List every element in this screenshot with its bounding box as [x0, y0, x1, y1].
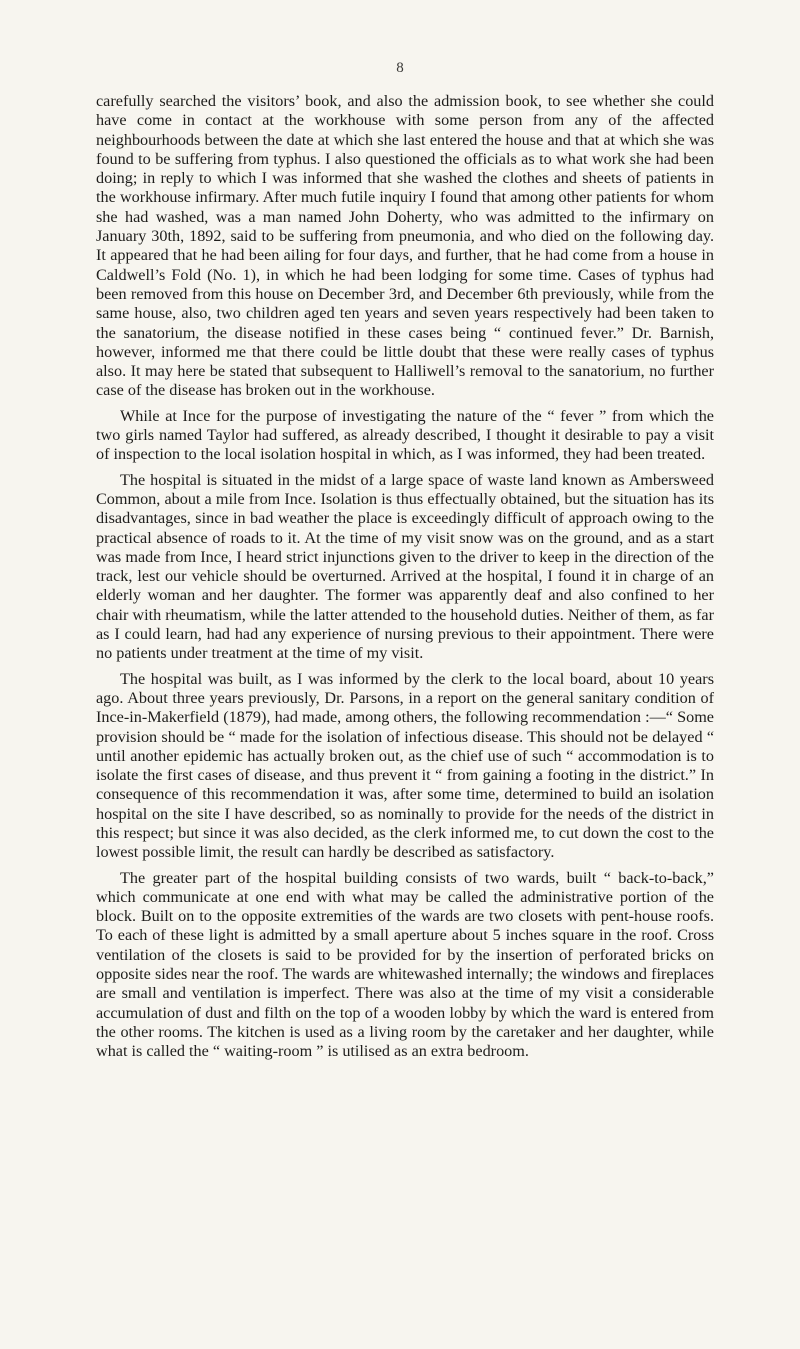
- body-text: [96, 92, 714, 1062]
- paragraph-5: The greater part of the hospital building consists of two wards, built “ back-to-back,” which communicate at one end with what may be called the administrative portion of the block. Built on to the opposite extremities of the wards are two closets with pent-house roofs. To each of these light is admitted by a small aperture about 5 inches square in the roof. Cross ventilation of the closets is said to be provided for by the insertion of perforated bricks on opposite sides near the roof. The wards are whitewashed internally; the windows and fireplaces are small and ventilation is imperfect. There was also at the time of my visit a considerable accumulation of dust and filth on the top of a wooden lobby by which the ward is entered from the other rooms. The kitchen is used as a living room by the caretaker and her daughter, while what is called the “ waiting-room ” is utilised as an extra bedroom.: [96, 868, 714, 1061]
- paragraph-2: While at Ince for the purpose of investigating the nature of the “ fever ” from which the two girls named Taylor had suffered, as already described, I thought it desirable to pay a visit of inspection to the local isolation hospital in which, as I was informed, they had been treated.: [96, 406, 714, 464]
- paragraph-4: The hospital was built, as I was informed by the clerk to the local board, about 10 years ago. About three years previously, Dr. Parsons, in a report on the general sanitary condition of Ince-in-Makerfield (1879), had made, among others, the following recommendation :—“ Some provision should be “ made for the isolation of infectious disease. This should not be delayed “ until another epidemic has actually broken out, as the chief use of such “ accommodation is to isolate the first cases of disease, and thus prevent it “ from gaining a footing in the district.” In consequence of this recommendation it was, after some time, determined to build an isolation hospital on the site I have described, so as nominally to provide for the needs of the district in this respect; but since it was also decided, as the clerk informed me, to cut down the cost to the lowest possible limit, the result can hardly be described as satisfactory.: [96, 669, 714, 862]
- paragraph-3: The hospital is situated in the midst of a large space of waste land known as Ambersweed Common, about a mile from Ince. Isolation is thus effectually obtained, but the situation has its disadvantages, since in bad weather the place is exceedingly difficult of approach owing to the practical absence of roads to it. At the time of my visit snow was on the ground, and as a start was made from Ince, I heard strict injunctions given to the driver to keep in the direction of the track, lest our vehicle should be overturned. Arrived at the hospital, I found it in charge of an elderly woman and her daughter. The former was apparently deaf and also confined to her chair with rheumatism, while the latter attended to the household duties. Neither of them, as far as I could learn, had had any experience of nursing previous to their appointment. There were no patients under treatment at the time of my visit.: [96, 470, 714, 663]
- paragraph-1: carefully searched the visitors’ book, and also the admission book, to see whether she could have come in contact at the workhouse with some person from any of the affected neighbourhoods between the date at which she last entered the house and that at which she was found to be suffering from typhus. I also questioned the officials as to what work she had been doing; in reply to which I was informed that she washed the clothes and sheets of patients in the workhouse infirmary. After much futile inquiry I found that among other patients for whom she had washed, was a man named John Doherty, who was admitted to the infirmary on January 30th, 1892, said to be suffering from pneumonia, and who died on the following day. It appeared that he had been ailing for four days, and further, that he had come from a house in Caldwell’s Fold (No. 1), in which he had been lodging for some time. Cases of typhus had been removed from this house on December 3rd, and December 6th previously, while from the same house, also, two children aged ten years and seven years respectively had been taken to the sanatorium, the disease notified in these cases being “ continued fever.” Dr. Barnish, however, informed me that there could be little doubt that these were really cases of typhus also. It may here be stated that subsequent to Halliwell’s removal to the sanatorium, no further case of the disease has broken out in the workhouse.: [96, 92, 714, 400]
- page-number: 8: [396, 60, 404, 76]
